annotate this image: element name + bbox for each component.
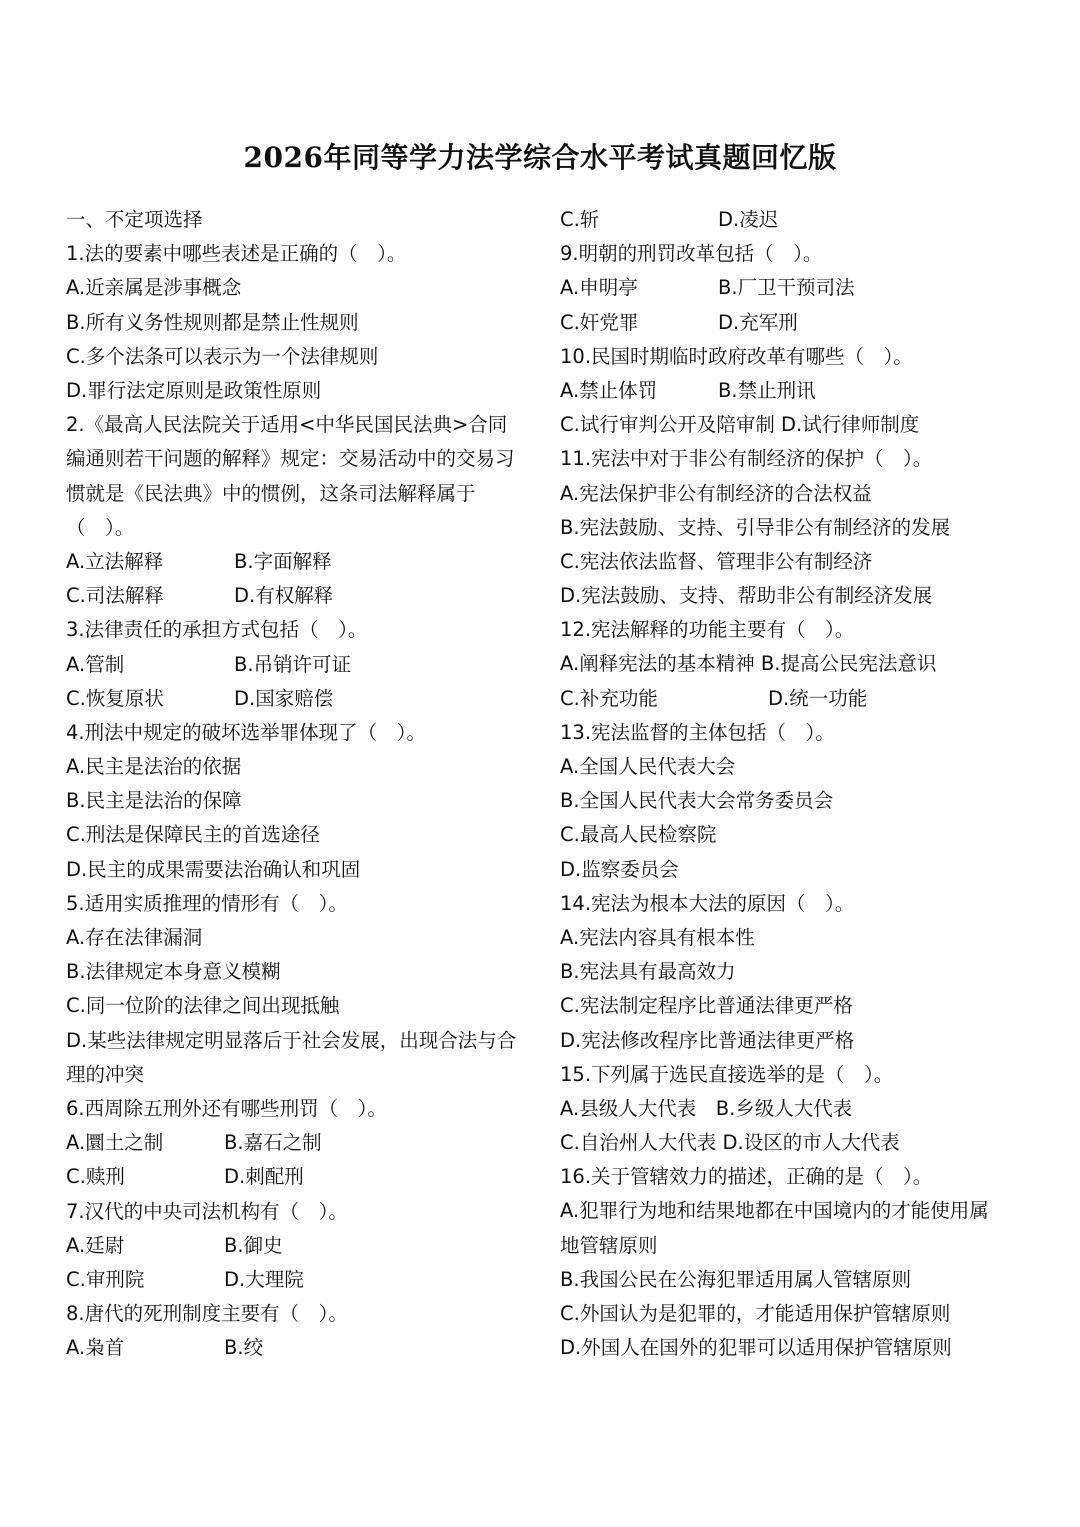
option: B.我国公民在公海犯罪适用属人管辖原则	[560, 1267, 912, 1291]
option: A.阐释宪法的基本精神 B.提高公民宪法意识	[560, 652, 937, 676]
question-stem: 5.适用实质推理的情形有（ ）。	[66, 891, 348, 915]
option: A.禁止体罚	[560, 378, 658, 402]
question-stem: 13.宪法监督的主体包括（ ）。	[560, 720, 835, 744]
option: C.试行审判公开及陪审制 D.试行律师制度	[560, 413, 920, 437]
option: C.自治州人大代表 D.设区的市人大代表	[560, 1131, 900, 1155]
question-stem: 4.刑法中规定的破坏选举罪体现了（ ）。	[66, 720, 426, 744]
option: A.廷尉	[66, 1233, 125, 1257]
option-row	[560, 374, 1005, 408]
option: D.统一功能	[768, 686, 868, 710]
option: B.绞	[224, 1336, 264, 1360]
option: D.凌迟	[718, 208, 779, 231]
question-stem: 7.汉代的中央司法机构有（ ）。	[66, 1199, 348, 1223]
option: C.奸党罪	[560, 310, 639, 334]
option: A.枭首	[66, 1336, 125, 1360]
question-stem: 15.下列属于选民直接选举的是（ ）。	[560, 1062, 894, 1086]
option: B.嘉石之制	[224, 1131, 322, 1155]
option: D.监察委员会	[560, 857, 679, 881]
right-column	[560, 203, 1005, 1365]
question-stem: 10.民国时期临时政府改革有哪些（ ）。	[560, 344, 913, 368]
option-row	[66, 1331, 518, 1365]
page-title: 2026年同等学力法学综合水平考试真题回忆版	[243, 141, 837, 174]
option: D.大理院	[224, 1267, 304, 1291]
option: B.御史	[224, 1233, 283, 1257]
option: B.厂卫干预司法	[718, 276, 855, 300]
option: D.充军刑	[718, 310, 798, 334]
option: A.圜土之制	[66, 1131, 164, 1155]
option: A.存在法律漏洞	[66, 926, 203, 949]
option: D.民主的成果需要法治确认和巩固	[66, 857, 361, 881]
option: A.犯罪行为地和结果地都在中国境内的才能使用属地管辖原则	[560, 1199, 989, 1257]
option-row	[560, 306, 1005, 340]
option: D.国家赔偿	[234, 686, 334, 710]
option: A.全国人民代表大会	[560, 755, 736, 778]
option: A.宪法保护非公有制经济的合法权益	[560, 481, 872, 505]
question-stem: 9.明朝的刑罚改革包括（ ）。	[560, 242, 823, 266]
option: A.申明亭	[560, 276, 638, 300]
question-stem: 3.法律责任的承担方式包括（ ）。	[66, 618, 368, 642]
option: C.补充功能	[560, 686, 658, 710]
option: B.所有义务性规则都是禁止性规则	[66, 310, 359, 334]
option: C.刑法是保障民主的首选途径	[66, 823, 320, 847]
option-row	[66, 1126, 518, 1160]
option: C.同一位阶的法律之间出现抵触	[66, 994, 340, 1018]
option-row	[66, 648, 518, 682]
option: D.罪行法定原则是政策性原则	[66, 378, 322, 402]
option: A.县级人大代表 B.乡级人大代表	[560, 1096, 853, 1120]
option: C.宪法制定程序比普通法律更严格	[560, 994, 853, 1018]
option: C.斩	[560, 208, 600, 231]
option-row	[66, 682, 518, 716]
option: C.审刑院	[66, 1267, 145, 1291]
option-row	[66, 1160, 518, 1194]
option: A.近亲属是涉事概念	[66, 276, 242, 300]
option: B.宪法鼓励、支持、引导非公有制经济的发展	[560, 515, 951, 539]
option: B.法律规定本身意义模糊	[66, 960, 281, 984]
option: D.某些法律规定明显落后于社会发展，出现合法与合理的冲突	[66, 1028, 517, 1086]
option: C.赎刑	[66, 1165, 125, 1189]
option-row	[66, 1229, 518, 1263]
option: B.民主是法治的保障	[66, 789, 242, 813]
option: C.多个法条可以表示为一个法律规则	[66, 344, 379, 368]
question-stem: 11.宪法中对于非公有制经济的保护（ ）。	[560, 447, 933, 471]
question-stem: 2.《最高人民法院关于适用<中华民国民法典>合同编通则若干问题的解释》规定：交易活动中的交易习惯就是《民法典》中的惯例，这条司法解释属于（ ）。	[66, 413, 515, 539]
option: A.管制	[66, 652, 125, 676]
option: D.宪法修改程序比普通法律更严格	[560, 1028, 855, 1052]
option: A.民主是法治的依据	[66, 755, 242, 779]
question-stem: 16.关于管辖效力的描述，正确的是（ ）。	[560, 1165, 933, 1189]
question-stem: 14.宪法为根本大法的原因（ ）。	[560, 891, 855, 915]
question-stem: 12.宪法解释的功能主要有（ ）。	[560, 618, 855, 642]
option-row	[560, 682, 1005, 716]
option: B.宪法具有最高效力	[560, 960, 736, 984]
question-stem: 8.唐代的死刑制度主要有（ ）。	[66, 1302, 348, 1326]
option: D.刺配刑	[224, 1165, 304, 1189]
option: C.宪法依法监督、管理非公有制经济	[560, 549, 873, 573]
option-row	[560, 271, 1005, 305]
option: C.司法解释	[66, 584, 164, 608]
question-stem: 6.西周除五刑外还有哪些刑罚（ ）。	[66, 1096, 387, 1120]
option: D.外国人在国外的犯罪可以适用保护管辖原则	[560, 1336, 952, 1360]
option-row	[66, 579, 518, 613]
option: B.字面解释	[234, 549, 332, 573]
option-row	[66, 1263, 518, 1297]
option-row	[66, 545, 518, 579]
option: B.全国人民代表大会常务委员会	[560, 789, 834, 813]
option: A.宪法内容具有根本性	[560, 925, 755, 949]
section-heading: 一、不定项选择	[66, 208, 203, 231]
option: D.有权解释	[234, 584, 334, 608]
option: A.立法解释	[66, 549, 164, 573]
option: C.最高人民检察院	[560, 823, 717, 847]
option: B.禁止刑讯	[718, 378, 816, 402]
left-column	[66, 203, 518, 1365]
question-stem: 1.法的要素中哪些表述是正确的（ ）。	[66, 242, 407, 266]
option: B.吊销许可证	[234, 652, 352, 676]
option-row	[560, 203, 1005, 237]
option: D.宪法鼓励、支持、帮助非公有制经济发展	[560, 584, 933, 608]
option: C.恢复原状	[66, 686, 164, 710]
option: C.外国认为是犯罪的，才能适用保护管辖原则	[560, 1302, 951, 1326]
